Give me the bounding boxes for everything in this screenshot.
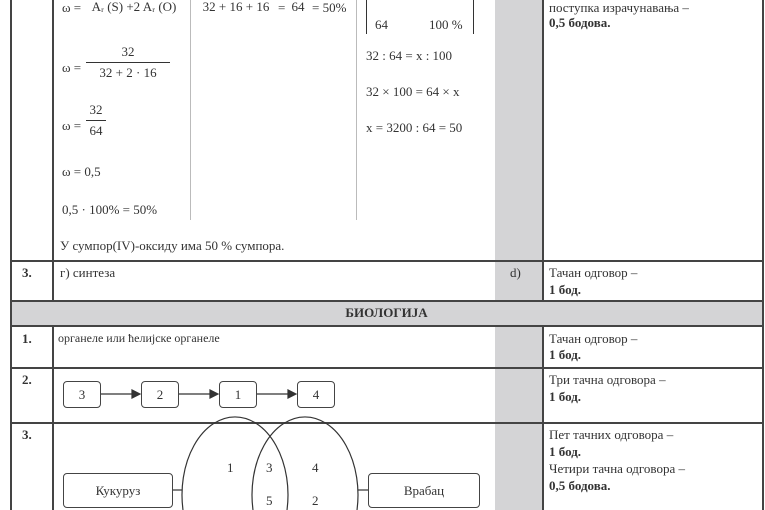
sequence-box: 2 — [141, 381, 179, 408]
arrow-head-icon — [132, 390, 140, 398]
sequence-box: 4 — [297, 381, 335, 408]
venn-value: 1 — [227, 460, 234, 475]
venn-label-left: Кукуруз — [63, 473, 173, 508]
score-points: 1 бод. — [549, 389, 582, 404]
answer: г) синтеза — [60, 265, 116, 280]
question-number: 2. — [22, 372, 32, 387]
score-points: 1 бод. — [549, 282, 582, 297]
fraction-numerator: 32 — [89, 102, 103, 117]
equals-sign: = — [278, 0, 286, 15]
venn-value: 5 — [266, 493, 273, 508]
fraction-denominator: 32 + 16 + 16 — [202, 0, 270, 14]
score-text: Тачан одговор – — [549, 265, 638, 280]
score-text: Пет тачних одговора – — [549, 427, 674, 442]
question-number: 3. — [22, 265, 32, 280]
answer-key: d) — [510, 265, 521, 280]
answer: органеле или ћелијске органеле — [58, 331, 220, 345]
result: = 50% — [312, 0, 347, 15]
arrow-head-icon — [210, 390, 218, 398]
sequence-box: 3 — [63, 381, 101, 408]
question-number: 3. — [22, 427, 32, 442]
venn-value: 4 — [312, 460, 319, 475]
table-cell: 64 — [375, 17, 388, 32]
question-number: 1. — [22, 331, 32, 346]
score-text: Три тачна одговора – — [549, 372, 666, 387]
omega-label: ω = — [62, 118, 82, 133]
conclusion: У сумпор(IV)-оксиду има 50 % сумпора. — [60, 238, 285, 253]
venn-label-right: Врабац — [368, 473, 480, 508]
fraction-denominator: 64 — [89, 123, 103, 138]
calc-line: ω = 0,5 — [62, 164, 101, 179]
section-header: БИОЛОГИЈА — [345, 305, 428, 320]
fraction-numerator: 32 — [121, 44, 135, 59]
fraction-denominator: 64 — [291, 0, 305, 14]
score-points: 1 бод. — [549, 347, 582, 362]
omega-label: ω = — [62, 0, 82, 15]
score-points: 0,5 бодова. — [549, 478, 611, 493]
venn-value: 2 — [312, 493, 319, 508]
score-text: поступка израчунавања – — [549, 0, 689, 15]
calc-line: 32 : 64 = x : 100 — [366, 48, 453, 63]
fraction-denominator: Aᵣ (S) +2 Aᵣ (O) — [91, 0, 177, 14]
score-text: Тачан одговор – — [549, 331, 638, 346]
arrow-head-icon — [288, 390, 296, 398]
fraction-denominator: 32 + 2 · 16 — [99, 65, 157, 80]
calc-line: 32 × 100 = 64 × x — [366, 84, 460, 99]
score-points: 0,5 бодова. — [549, 15, 611, 30]
table-cell: 100 % — [429, 17, 463, 32]
calc-line: x = 3200 : 64 = 50 — [366, 120, 463, 135]
sequence-box: 1 — [219, 381, 257, 408]
score-points: 1 бод. — [549, 444, 582, 459]
venn-value: 3 — [266, 460, 273, 475]
omega-label: ω = — [62, 60, 82, 75]
score-text: Четири тачна одговора – — [549, 461, 685, 476]
calc-line: 0,5 · 100% = 50% — [62, 202, 158, 217]
